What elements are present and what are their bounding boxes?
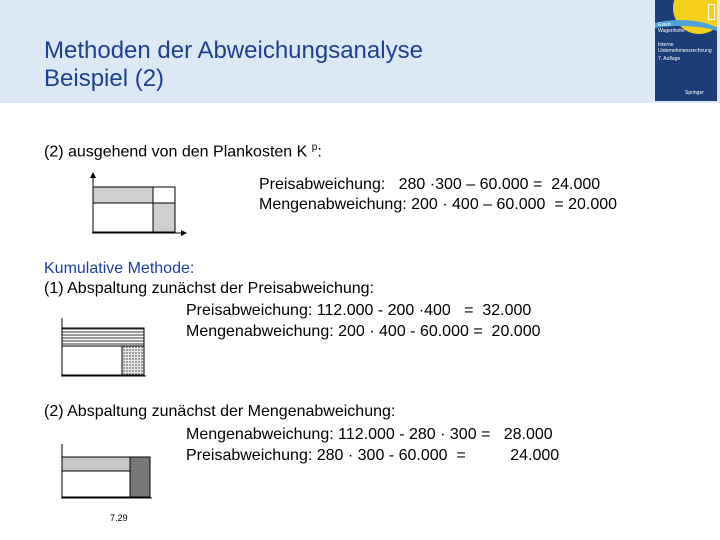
example1-price-line: Preisabweichung: 280 ·300 – 60.000 = 24.000 bbox=[259, 176, 601, 193]
price-variance-area bbox=[93, 187, 153, 203]
step2-heading: (2) Abspaltung zunächst der Mengenabweichung: bbox=[44, 403, 396, 420]
quantity-variance-area bbox=[153, 203, 175, 232]
page-number: 7.29 bbox=[110, 513, 128, 523]
example1-quantity-line: Mengenabweichung: 200 · 400 – 60.000 = 20.000 bbox=[259, 196, 618, 213]
plan-cost-area bbox=[62, 346, 122, 375]
intro-prefix: (2) ausgehend von den Plankosten K bbox=[44, 143, 308, 161]
cost-diagram-2 bbox=[48, 316, 152, 380]
book-cover-edition: 7. Auflage bbox=[658, 56, 681, 62]
cost-diagram-1 bbox=[86, 172, 190, 236]
step2-price-line: Preisabweichung: 280 · 300 - 60.000 = 24.000 bbox=[186, 447, 560, 464]
cumulative-heading: Kumulative Methode: bbox=[44, 260, 195, 277]
quantity-variance-area bbox=[130, 457, 150, 497]
price-variance-area bbox=[62, 457, 130, 471]
cost-diagram-3 bbox=[54, 440, 158, 504]
step1-price-line: Preisabweichung: 112.000 - 200 ·400 = 32.000 bbox=[186, 302, 532, 319]
book-cover-title1: Interne bbox=[658, 42, 674, 48]
book-cover-author1: Ewert bbox=[658, 22, 671, 28]
book-cover-publisher: Springer bbox=[685, 90, 704, 96]
step1-quantity-line: Mengenabweichung: 200 · 400 - 60.000 = 20.000 bbox=[186, 323, 541, 340]
intro-suffix: : bbox=[317, 143, 322, 161]
step1-heading: (1) Abspaltung zunächst der Preisabweichung: bbox=[44, 280, 374, 297]
intro-line bbox=[44, 138, 322, 162]
book-cover-title2: Unternehmensrechnung bbox=[658, 48, 712, 54]
step2-quantity-line: Mengenabweichung: 112.000 - 280 · 300 = 28.000 bbox=[186, 426, 553, 443]
book-cover-author2: Wagenhofer bbox=[658, 28, 686, 34]
price-variance-area bbox=[62, 328, 144, 346]
intro-superscript: p bbox=[311, 142, 318, 153]
book-cover-image bbox=[655, 0, 717, 101]
quantity-variance-area bbox=[122, 346, 144, 375]
book-cover-logo bbox=[708, 4, 715, 20]
plan-cost-area bbox=[93, 203, 153, 232]
empty-corner-area bbox=[153, 187, 175, 203]
slide-title-line1: Methoden der Abweichungsanalyse bbox=[44, 37, 423, 64]
slide-title-line2: Beispiel (2) bbox=[44, 65, 165, 92]
slide-title bbox=[44, 37, 423, 93]
plan-cost-area bbox=[62, 471, 130, 497]
